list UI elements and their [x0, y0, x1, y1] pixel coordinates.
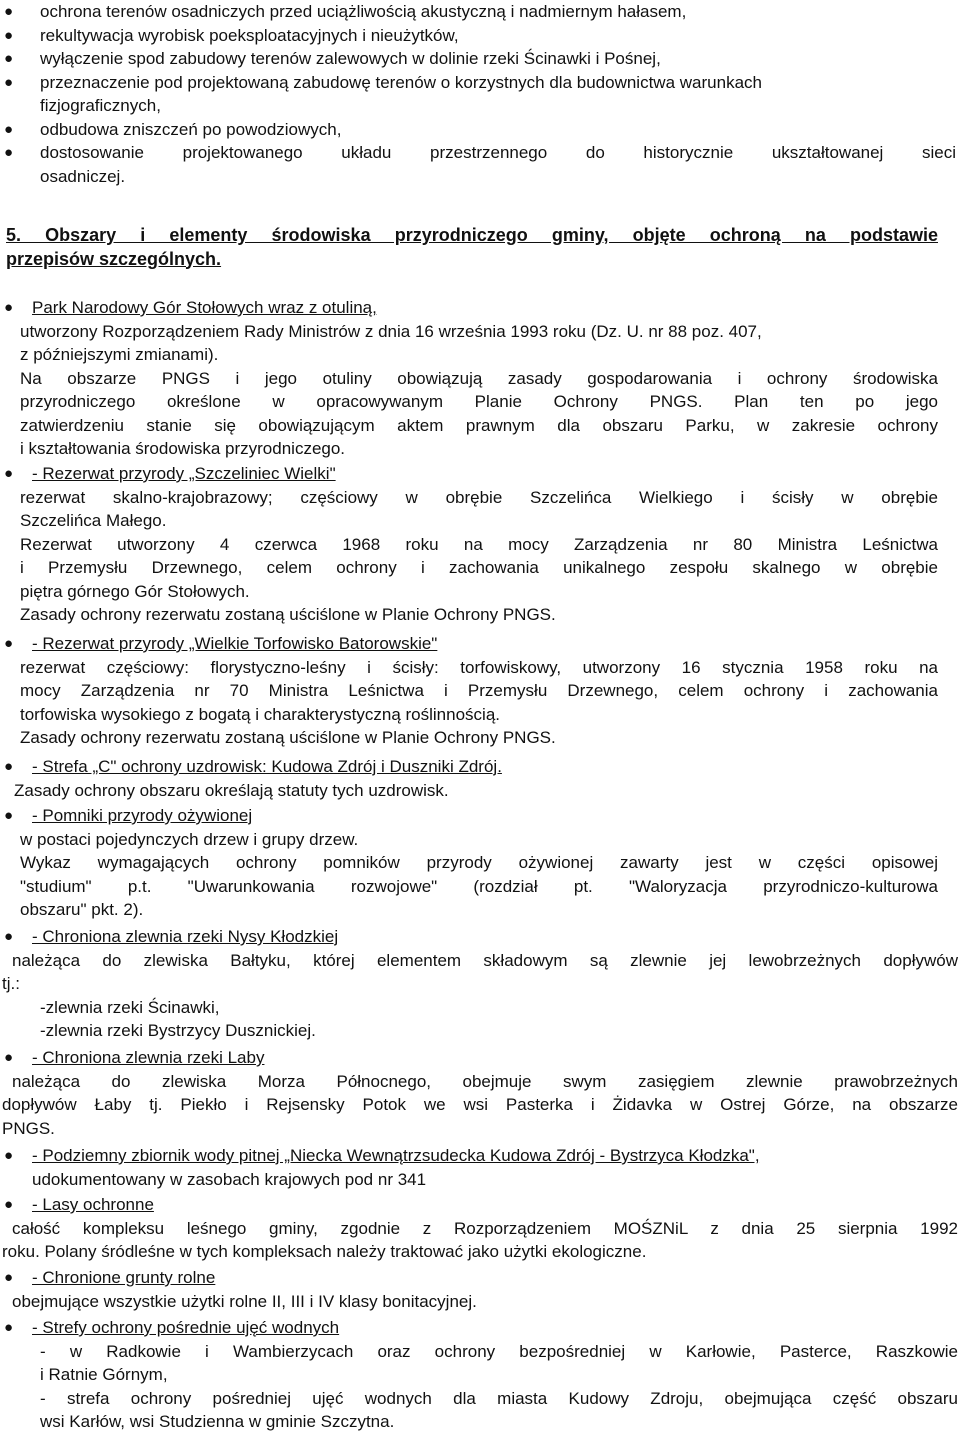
bullet-icon: ● [4, 1147, 14, 1164]
bullet-icon: ● [4, 1319, 14, 1336]
spa-zone-c: ● - Strefa „C" ochrony uzdrowisk: Kudowa Zdrój i Duszniki Zdrój. Zasady ochrony obszaru określają statuty tych uzdrowisk. [0, 755, 960, 802]
list-item: osadniczej. [40, 166, 126, 186]
reserve-torfowisko: ● - Rezerwat przyrody „Wielkie Torfowisko Batorowskie" rezerwat częściowy: florystyczno-leśny i ścisły: torfowiskowy, utworzony 16 stycznia 1958 roku na mocy Zarządzenia nr 70 Ministra Leśnictwa i Przemysłu Drzewnego, celem ochrony i zachowania torfowiska wysokiego z bogatą i charakterystyczną roślinnością. Zasady ochrony rezerwatu zostaną uściślone w Planie Ochrony PNGS. [0, 632, 960, 750]
list-item: ● Park Narodowy Gór Stołowych wraz z otuliną, [0, 296, 960, 320]
protection-goals-list [0, 0, 960, 188]
list-item: ● - Strefy ochrony pośrednie ujęć wodnych [0, 1316, 960, 1340]
bullet-icon: ● [4, 635, 14, 652]
list-item: ● wyłączenie spod zabudowy terenów zalewowych w dolinie rzeki Ścinawki i Pośnej, [0, 47, 960, 71]
reserve-szczeliniec: ● - Rezerwat przyrody „Szczeliniec Wielki" rezerwat skalno-krajobrazowy; częściowy w obrębie Szczelińca Wielkiego i ścisły w obrębie Szczelińca Małego. Rezerwat utworzony 4 czerwca 1968 roku na mocy Zarządzenia nr 80 Ministra Leśnictwa i Przemysłu Drzewnego, celem ochrony i zachowania unikalnego zespołu skalnego w obrębie piętra górnego Gór Stołowych. Zasady ochrony rezerwatu zostaną uściślone w Planie Ochrony PNGS. [0, 462, 960, 627]
protective-forests: ● - Lasy ochronne całość kompleksu leśnego gminy, zgodnie z Rozporządzeniem MOŚZNiL z dnia 25 sierpnia 1992 roku. Polany śródleśne w tych kompleksach należy traktować jako użytki ekologiczne. [2, 1195, 958, 1261]
list-item: ● - Chronione grunty rolne [0, 1266, 960, 1290]
water-intake-zones: ● - Strefy ochrony pośrednie ujęć wodnych - w Radkowie i Wambierzycach oraz ochrony bezpośredniej w Karłowie, Pasterce, Raszkowie i Ratnie Górnym, - strefa ochrony pośredniej ujęć wodnych dla miasta Kudowy Zdroju, obejmująca część obszaru wsi Karłów, wsi Studzienna w gminie Szczytna. [0, 1316, 960, 1434]
bullet-icon: ● [4, 73, 14, 91]
list-item: ● - Chroniona zlewnia rzeki Laby [0, 1046, 960, 1070]
list-item: ● - Lasy ochronne [0, 1193, 960, 1217]
list-item: ● odbudowa zniszczeń po powodziowych, [0, 118, 960, 142]
park-section: ● Park Narodowy Gór Stołowych wraz z otuliną, utworzony Rozporządzeniem Rady Ministrów z dnia 16 września 1993 roku (Dz. U. nr 88 poz. 407, z późniejszymi zmianami). Na obszarze PNGS i jego otuliny obowiązują zasady gospodarowania i ochrony środowiska przyrodniczego określone w opracowywanym Planie Ochrony PNGS. Plan ten po jego zatwierdzeniu stanie się obowiązującym aktem prawnym dla obszaru Parku, w zakresie ochrony i kształtowania środowiska przyrodniczego. [0, 296, 960, 461]
bullet-icon: ● [4, 758, 14, 775]
list-item: ● - Rezerwat przyrody „Szczeliniec Wielki" [0, 462, 960, 486]
list-item: ● - Rezerwat przyrody „Wielkie Torfowisko Batorowskie" [0, 632, 960, 656]
list-item: ● - Pomniki przyrody ożywionej [0, 804, 960, 828]
bullet-icon: ● [4, 1049, 14, 1066]
bullet-icon: ● [4, 26, 14, 44]
list-item: ● przeznaczenie pod projektowaną zabudowę terenów o korzystnych dla budownictwa warunkach [0, 71, 960, 95]
bullet-icon: ● [4, 299, 14, 316]
list-item: ● rekultywacja wyrobisk poeksploatacyjnych i nieużytków, [0, 24, 960, 48]
list-item: ● - Podziemny zbiornik wody pitnej „Niecka Wewnątrzsudecka Kudowa Zdrój - Bystrzyca Kłodzka", [0, 1144, 960, 1168]
bullet-icon: ● [4, 120, 14, 138]
bullet-icon: ● [4, 928, 14, 945]
list-item: fizjograficznych, [40, 96, 161, 115]
catchment-laba: ● - Chroniona zlewnia rzeki Laby należąca do zlewiska Morza Północnego, obejmuje swym zasięgiem zlewnie prawobrzeżnych dopływów Łaby tj. Piekło i Rejsensky Potok we wsi Pasterka i Żidavka w Ostrej Górze, na obszarze PNGS. [2, 1048, 958, 1138]
bullet-icon: ● [4, 3, 14, 20]
list-item: ● - Strefa „C" ochrony uzdrowisk: Kudowa Zdrój i Duszniki Zdrój. [0, 755, 960, 779]
groundwater-reservoir: ● - Podziemny zbiornik wody pitnej „Niecka Wewnątrzsudecka Kudowa Zdrój - Bystrzyca Kłodzka", udokumentowany w zasobach krajowych pod nr 341 [0, 1144, 960, 1191]
catchment-nysa: ● - Chroniona zlewnia rzeki Nysy Kłodzkiej należąca do zlewiska Bałtyku, której elementem składowym są zlewnie jej lewobrzeżnych dopływów tj.: -zlewnia rzeki Ścinawki, -zlewnia rzeki Bystrzycy Dusznickiej. [2, 927, 958, 1040]
natural-monuments: ● - Pomniki przyrody ożywionej w postaci pojedynczych drzew i grupy drzew. Wykaz wymagających ochrony pomników przyrody ożywionej zawarty jest w części opisowej "studium" p.t. "Uwarunkowania rozwojowe" (rozdział pt. "Waloryzacja przyrodniczo-kulturowa obszaru" pkt. 2). [0, 804, 960, 922]
section-heading: 5. Obszary i elementy środowiska przyrodniczego gminy, objęte ochroną na podstawie przepisów szczególnych. [6, 225, 938, 269]
protected-farmland: ● - Chronione grunty rolne obejmujące wszystkie użytki rolne II, III i IV klasy bonitacyjnej. [0, 1266, 960, 1313]
list-item: ● ochrona terenów osadniczych przed uciążliwością akustyczną i nadmiernym hałasem, [0, 0, 960, 24]
list-item: ● dostosowanie projektowanego układu przestrzennego do historycznie ukształtowanej sieci [0, 141, 960, 165]
bullet-icon: ● [4, 50, 14, 67]
bullet-icon: ● [4, 465, 14, 482]
bullet-icon: ● [4, 807, 14, 824]
bullet-icon: ● [4, 144, 14, 161]
bullet-icon: ● [4, 1196, 14, 1213]
list-item: ● - Chroniona zlewnia rzeki Nysy Kłodzkiej [0, 925, 960, 949]
bullet-icon: ● [4, 1269, 14, 1286]
